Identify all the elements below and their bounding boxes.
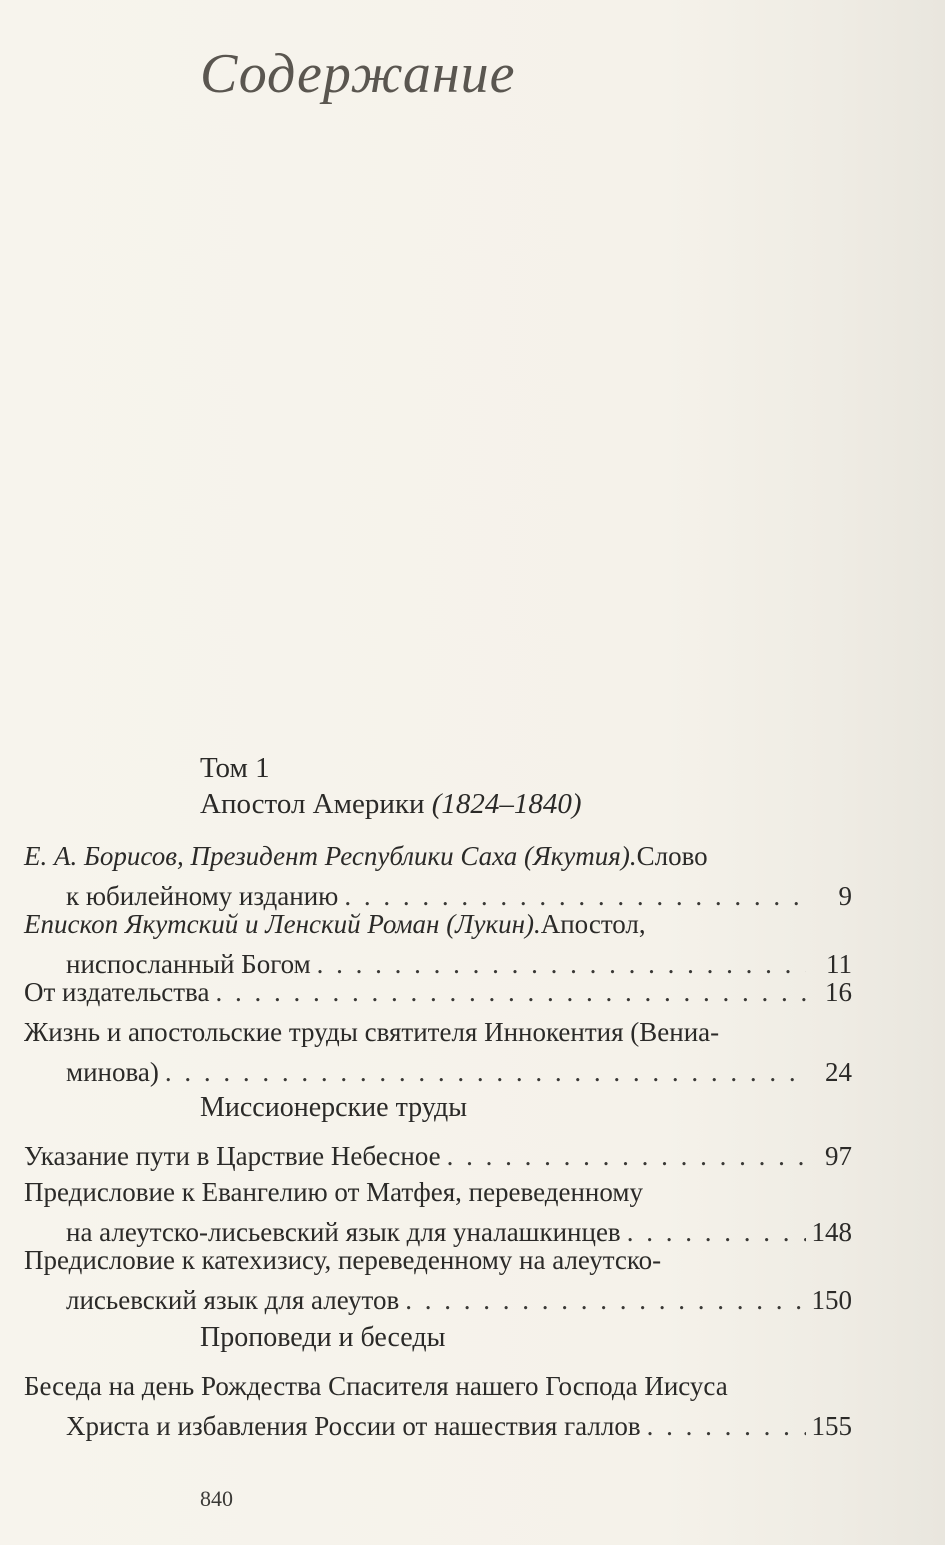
- section-heading-missionary: Миссионерские труды: [200, 1092, 468, 1123]
- toc-entry-publisher: [24, 972, 852, 1012]
- toc-entry-line: [24, 1012, 852, 1052]
- entry-title: От издательства: [24, 977, 210, 1007]
- entry-title-start: Апостол,: [540, 909, 646, 939]
- entry-title-start: Беседа на день Рождества Спасителя нашего Господа Иисуса: [24, 1371, 728, 1401]
- page-number: 16: [825, 977, 852, 1007]
- toc-entry-line: [24, 972, 852, 1012]
- page-folio: 840: [200, 1486, 233, 1511]
- entry-title-start: Жизнь и апостольские труды святителя Иннокентия (Вениа-: [24, 1017, 720, 1047]
- page-number: 155: [811, 1411, 852, 1441]
- toc-entry-life: [24, 1012, 852, 1092]
- page-title: Содержание: [200, 43, 516, 105]
- entry-title-end: на алеутско-лисьевский язык для уналашкинцев: [66, 1217, 621, 1247]
- dot-leader: [405, 1280, 805, 1320]
- page-number: 9: [838, 881, 852, 911]
- section-heading-sermons: Проповеди и беседы: [200, 1322, 446, 1353]
- entry-author: Е. А. Борисов, Президент Республики Саха (Якутия).: [24, 841, 637, 871]
- toc-entry-path: [24, 1136, 852, 1176]
- page-number: 11: [826, 949, 852, 979]
- entry-title-end: лисьевский язык для алеутов: [66, 1285, 400, 1315]
- volume-title-text: Апостол Америки: [200, 788, 425, 820]
- dot-leader: [647, 1406, 806, 1446]
- toc-entry-line: [24, 1366, 852, 1406]
- page-number: 97: [825, 1141, 852, 1171]
- toc-entry-line: [24, 1406, 852, 1446]
- entry-title-start: Предисловие к катехизису, переведенному на алеутско-: [24, 1245, 662, 1275]
- entry-title-end: Христа и избавления России от нашествия галлов: [66, 1411, 641, 1441]
- toc-entry-line: [24, 1172, 852, 1212]
- dot-leader: [447, 1136, 806, 1176]
- entry-author: Епископ Якутский и Ленский Роман (Лукин).: [24, 909, 541, 939]
- volume-years: (1824–1840): [431, 788, 582, 820]
- toc-entry-line: [24, 1240, 852, 1280]
- volume-label: Том 1: [200, 752, 270, 784]
- dot-leader: [165, 1052, 806, 1092]
- volume-heading: [200, 750, 582, 822]
- entry-title-end: к юбилейному изданию: [66, 881, 339, 911]
- volume-title: [200, 786, 582, 822]
- toc-entry-line: [24, 836, 852, 876]
- toc-entry-nativity: [24, 1366, 852, 1446]
- toc-entry-line: [24, 904, 852, 944]
- entry-title-end: минова): [66, 1057, 159, 1087]
- entry-title-start: Предисловие к Евангелию от Матфея, переведенному: [24, 1177, 643, 1207]
- page-number: 24: [825, 1057, 852, 1087]
- toc-entry-line: [24, 1280, 852, 1320]
- entry-title-end: ниспосланный Богом: [66, 949, 311, 979]
- toc-entry-catechism: [24, 1240, 852, 1320]
- toc-entry-line: [24, 1052, 852, 1092]
- page-number: 148: [811, 1217, 852, 1247]
- toc-entry-line: [24, 1136, 852, 1176]
- page-number: 150: [811, 1285, 852, 1315]
- entry-title: Указание пути в Царствие Небесное: [24, 1141, 441, 1171]
- dot-leader: [215, 972, 806, 1012]
- entry-title-start: Слово: [636, 841, 708, 871]
